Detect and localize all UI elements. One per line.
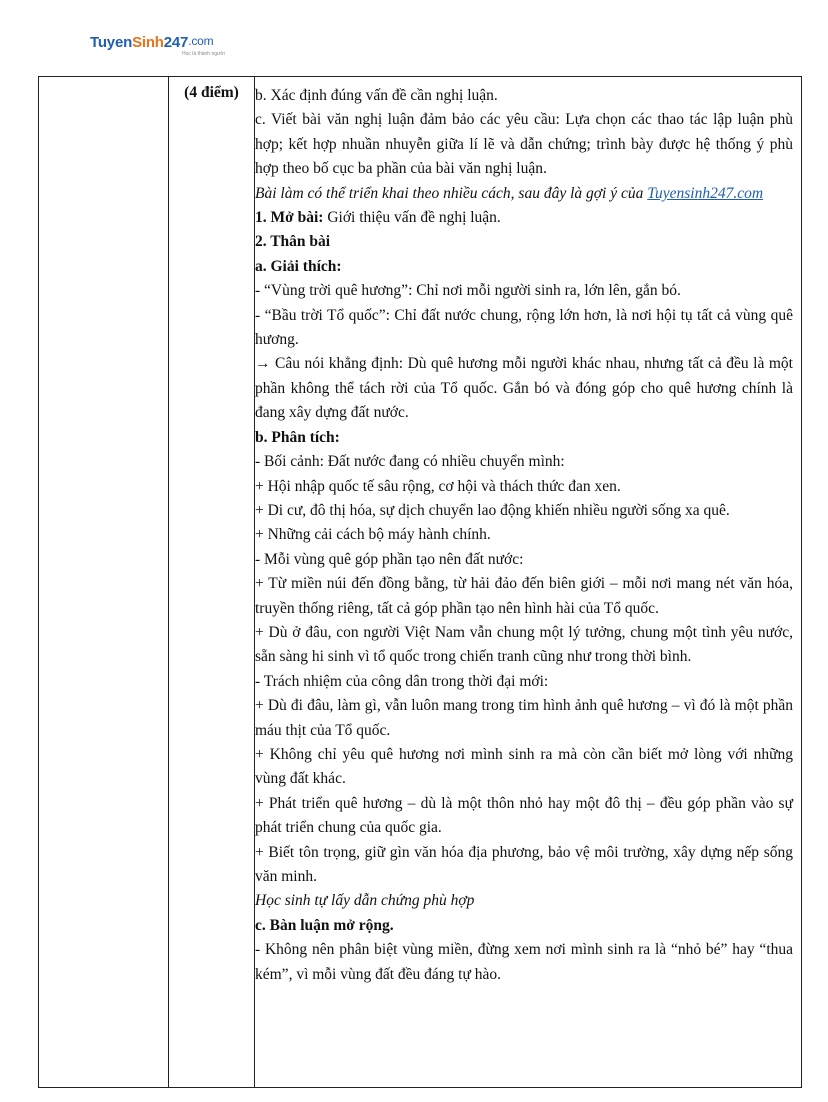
logo-text-sinh: Sinh bbox=[132, 34, 164, 51]
logo-text-247: 247 bbox=[163, 34, 189, 51]
analysis-item: - Mỗi vùng quê góp phần tạo nên đất nước: bbox=[255, 550, 524, 568]
explain-item-2: - “Bầu trời Tổ quốc”: Chỉ đất nước chung, rộng lớn hơn, là nơi hội tụ tất cả vùng quê hương. bbox=[255, 306, 793, 349]
discussion-item: - Không nên phân biệt vùng miền, đừng xem nơi mình sinh ra là “nhỏ bé” hay “thua kém”, vì mỗi vùng đất đều đáng tự hào. bbox=[255, 941, 793, 983]
site-logo[interactable] bbox=[90, 34, 225, 58]
body-heading: 2. Thân bài bbox=[255, 233, 331, 251]
analysis-item: + Di cư, đô thị hóa, sự dịch chuyển lao động khiến nhiều người sống xa quê. bbox=[255, 501, 730, 519]
analysis-item: + Biết tôn trọng, giữ gìn văn hóa địa phương, bảo vệ môi trường, xây dựng nếp sống văn minh. bbox=[255, 843, 793, 885]
analysis-item: + Dù đi đâu, làm gì, vẫn luôn mang trong tim hình ảnh quê hương – vì đó là một phần máu thịt của Tổ quốc. bbox=[255, 697, 793, 739]
suggestion-text: Bài làm có thể triển khai theo nhiều cách, sau đây là gợi ý của bbox=[255, 184, 648, 202]
logo-tagline: Học là thành người bbox=[182, 51, 225, 57]
analysis-item: + Không chỉ yêu quê hương nơi mình sinh ra mà còn cần biết mở lòng với những vùng đất khác. bbox=[255, 745, 793, 788]
table-column-score bbox=[169, 77, 255, 1087]
intro-text: Giới thiệu vấn đề nghị luận. bbox=[323, 209, 501, 227]
analysis-item: - Trách nhiệm của công dân trong thời đại mới: bbox=[255, 672, 549, 690]
intro-label: 1. Mở bài: bbox=[255, 209, 324, 227]
explain-heading: a. Giải thích: bbox=[255, 257, 342, 275]
table-column-content bbox=[255, 84, 793, 987]
tuyensinh-link[interactable]: Tuyensinh247.com bbox=[647, 184, 764, 202]
analysis-item: + Hội nhập quốc tế sâu rộng, cơ hội và thách thức đan xen. bbox=[255, 477, 621, 495]
discussion-heading: c. Bàn luận mở rộng. bbox=[255, 916, 394, 934]
answer-table bbox=[38, 76, 802, 1088]
analysis-item: - Bối cảnh: Đất nước đang có nhiều chuyển mình: bbox=[255, 453, 565, 471]
explain-conclusion: → Câu nói khẳng định: Dù quê hương mỗi người khác nhau, nhưng tất cả đều là một phần không thể tách rời của Tổ quốc. Gắn bó và đóng góp cho quê hương chính là đang xây dựng đất nước. bbox=[255, 355, 793, 422]
criterion-c: c. Viết bài văn nghị luận đảm bảo các yêu cầu: Lựa chọn các thao tác lập luận phù hợp; kết hợp nhuần nhuyễn giữa lí lẽ và dẫn chứng; trình bày được hệ thống ý phù hợp theo bố cục ba phần của bài văn nghị luận. bbox=[255, 111, 793, 178]
analysis-item: + Từ miền núi đến đồng bằng, từ hải đảo đến biên giới – mỗi nơi mang nét văn hóa, truyền thống riêng, tất cả góp phần tạo nên hình hài của Tổ quốc. bbox=[255, 575, 793, 617]
criterion-b: b. Xác định đúng vấn đề cần nghị luận. bbox=[255, 87, 498, 104]
analysis-item: + Phát triển quê hương – dù là một thôn nhỏ hay một đô thị – đều góp phần vào sự phát triển chung của quốc gia. bbox=[255, 794, 793, 837]
intro-section bbox=[255, 206, 793, 230]
explain-item-1: - “Vùng trời quê hương”: Chỉ nơi mỗi người sinh ra, lớn lên, gắn bó. bbox=[255, 282, 681, 300]
analysis-item: + Dù ở đâu, con người Việt Nam vẫn chung một lý tưởng, chung một tình yêu nước, sẵn sàng hi sinh vì tổ quốc trong chiến tranh cũng như trong thời bình. bbox=[255, 623, 793, 666]
evidence-note: Học sinh tự lấy dẫn chứng phù hợp bbox=[255, 892, 475, 910]
logo-text-tuyen: Tuyen bbox=[90, 34, 133, 51]
table-column-question bbox=[39, 77, 169, 1087]
analysis-item: + Những cải cách bộ máy hành chính. bbox=[255, 526, 491, 544]
score-label: (4 điểm) bbox=[184, 84, 239, 101]
analysis-heading: b. Phân tích: bbox=[255, 428, 340, 446]
suggestion-note bbox=[255, 182, 793, 206]
logo-text-com: .com bbox=[188, 34, 214, 48]
